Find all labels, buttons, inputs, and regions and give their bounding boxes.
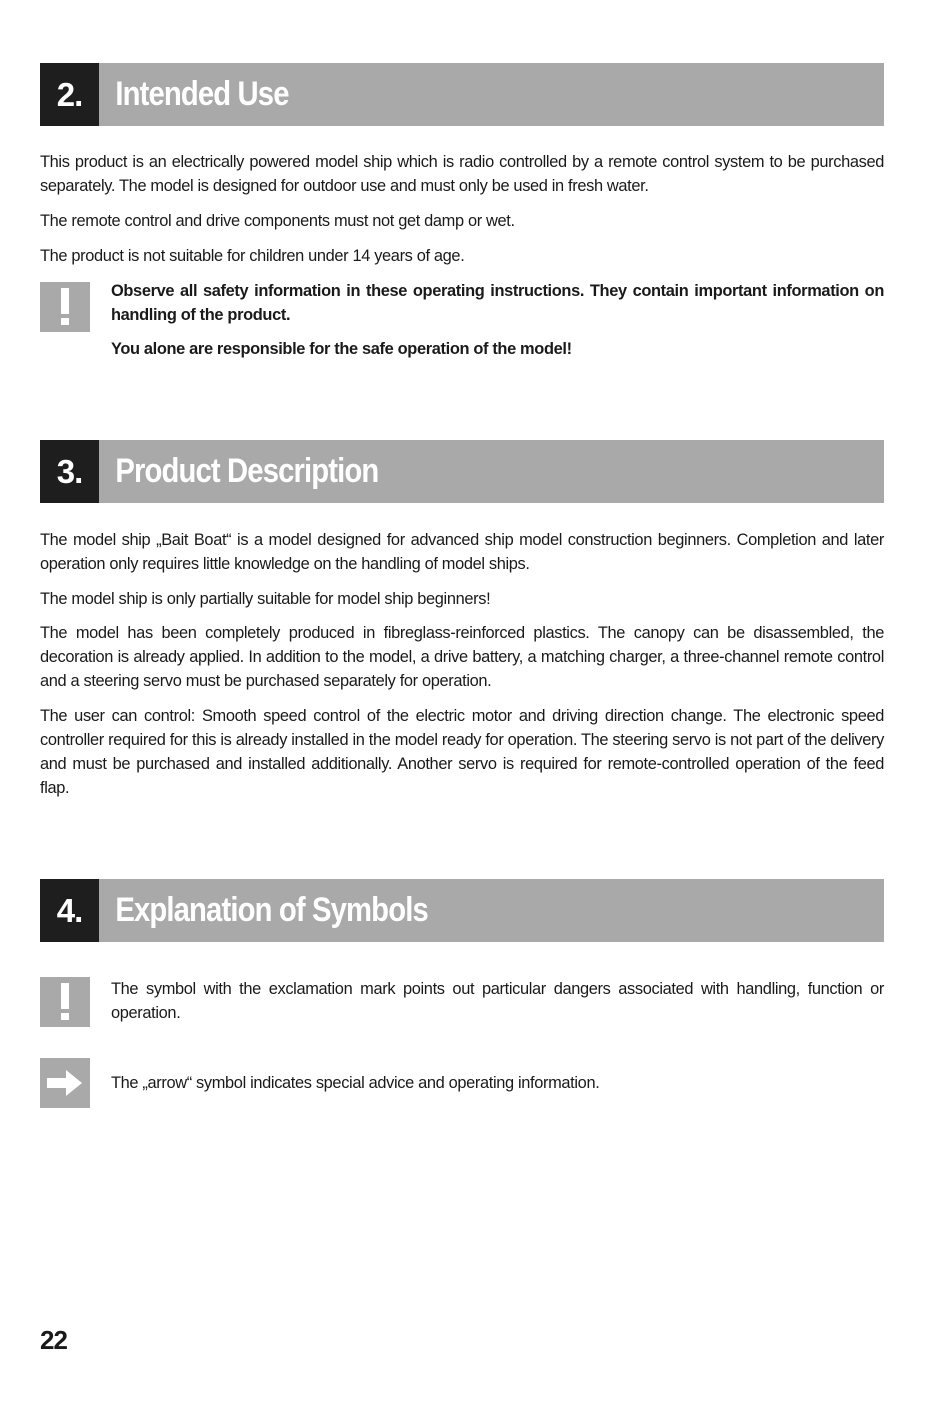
paragraph: The model ship „Bait Boat“ is a model designed for advanced ship model construction beginners. Completion and later operation only requires little knowledge on the handling of model ships. xyxy=(40,531,884,573)
paragraph: The user can control: Smooth speed control of the electric motor and driving direction change. The electronic speed controller required for this is already installed in the model ready for operation. The steering servo is not part of the delivery and must be purchased and installed additionally. Another servo is required for remote-controlled operation of the feed flap. xyxy=(40,707,884,797)
symbol-description: The symbol with the exclamation mark points out particular dangers associated with handling, function or operation. xyxy=(111,980,884,1022)
paragraph: The product is not suitable for children under 14 years of age. xyxy=(40,247,465,265)
section-title: Explanation of Symbols xyxy=(115,891,428,929)
paragraph: The model ship is only partially suitable for model ship beginners! xyxy=(40,590,491,608)
exclamation-icon xyxy=(40,977,90,1027)
section-3-header xyxy=(40,440,884,503)
warning-text: Observe all safety information in these operating instructions. They contain important information on handling of the product. xyxy=(111,282,884,324)
section-2-header xyxy=(40,63,884,126)
exclamation-icon xyxy=(40,282,90,332)
warning-text: You alone are responsible for the safe operation of the model! xyxy=(111,340,572,358)
section-number: 3. xyxy=(40,440,99,503)
paragraph: The model has been completely produced in fibreglass-reinforced plastics. The canopy can be disassembled, the decoration is already applied. In addition to the model, a drive battery, a matching charger, a three-channel remote control and a steering servo must be purchased separately for operation. xyxy=(40,624,884,690)
arrow-right-icon xyxy=(40,1058,90,1108)
page-number: 22 xyxy=(40,1325,67,1355)
section-title: Product Description xyxy=(115,452,379,490)
paragraph: This product is an electrically powered model ship which is radio controlled by a remote control system to be purchased separately. The model is designed for outdoor use and must only be used in fresh water. xyxy=(40,153,884,195)
paragraph: The remote control and drive components must not get damp or wet. xyxy=(40,212,515,230)
symbol-description: The „arrow“ symbol indicates special advice and operating information. xyxy=(111,1074,600,1092)
section-number: 2. xyxy=(40,63,99,126)
section-number: 4. xyxy=(40,879,99,942)
section-4-header xyxy=(40,879,884,942)
section-title: Intended Use xyxy=(115,75,289,113)
